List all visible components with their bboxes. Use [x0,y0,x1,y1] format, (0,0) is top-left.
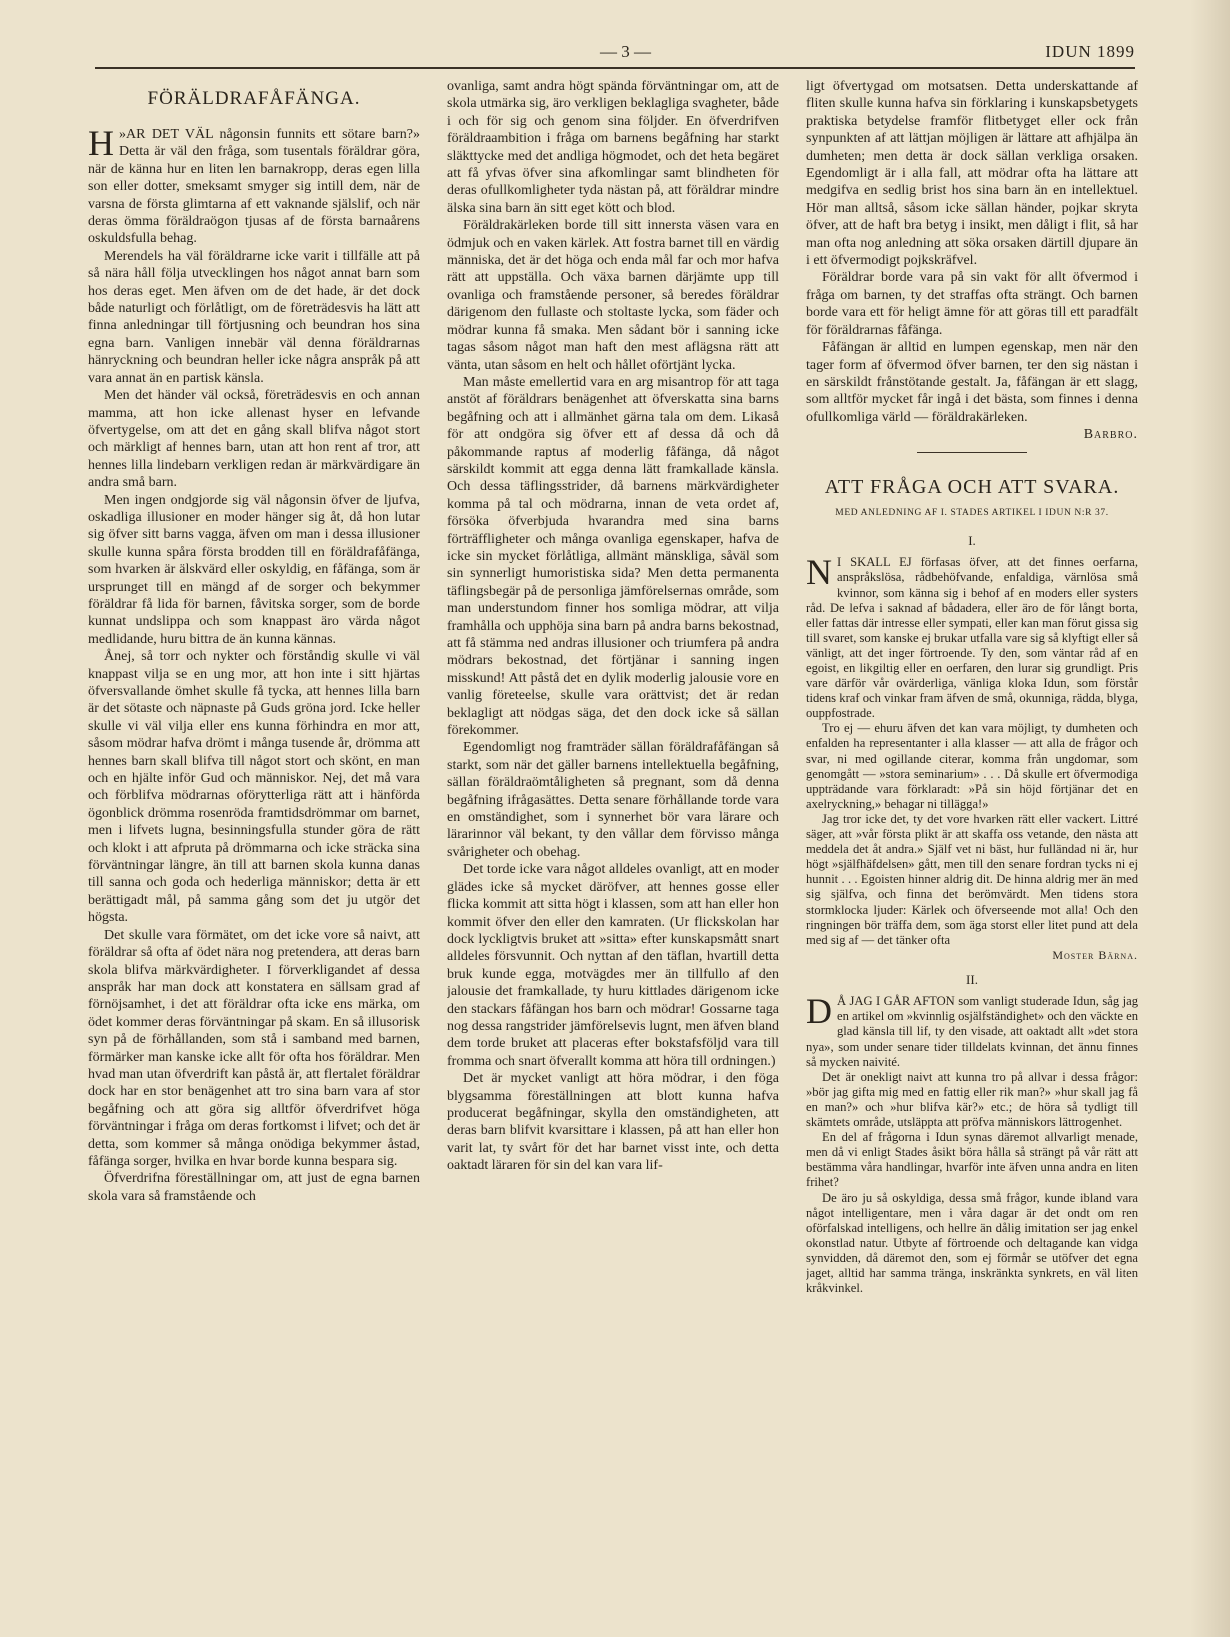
drop-cap: N [806,552,832,593]
article-paragraph: Öfverdrifna föreställningar om, att just de egna barnen skola vara så framstående och [88,1171,420,1204]
article-paragraph: Men ingen ondgjorde sig väl någonsin öfver de ljufva, oskadliga illusioner en moder hänger sig åt, då hon lutar sig öfver sitt barns vagga, äfven om man i dessa illusioner skulle kunna spåra första brodden till en föräldrafåfänga, som hvarken är älskvärd eller oskyldig, en fåfänga, som är ursprunget till en mängd af de sorger och bekymmer föräldrar få lida för barnen, fåvitska sorger, som de borde kunnat undslippa och som knappast äro värda något medlidande, huru bittra de än kunna kännas. [88,492,420,647]
article-paragraph: N I SKALL EJ förfasas öfver, att det finnes oerfarna, anspråkslösa, rådbehöfvande, enfaldiga, värnlösa små kvinnor, som känna sig i behof af en moders eller systers råd. De lefva i saknad af bådadera, eller äro de för långt borta, eller fattas där intresse eller sympati, eller kan man förut gissa sig till svaret, som kanske ej brukar utfalla vare sig så klyftigt eller så vänligt, att det inger förtroende. Ty den, som väntar råd af en egoist, en likgiltig eller en oerfaren, den lurar sig grundligt. Pris vare därför vår ovärderliga, vänliga kloka Idun, som förstår tidens kraf och vinkar fram äfven de små, okunniga, rädda, blyga, ouppfostrade. [806,552,1138,721]
article-paragraph: Föräldrakärleken borde till sitt innersta väsen vara en ödmjuk och en vaken kärlek. Att fostra barnet till en värdig människa, det är det höga och enda mål far och mor hafva rätt att uppställa. Och växa barnen därjämte upp till ovanliga och framstående personer, så beredes föräldrar därigenom den fullaste och stoltaste lycka, som fäder och mödrar kunna få smaka. Men sådant bör i sanning icke tagas såsom något man haft den mest aflägsna rätt att vänta, utan såsom en helt och hållet oförtjänt lycka. [447,218,779,373]
article-paragraph: Tro ej — ehuru äfven det kan vara möjligt, ty dumheten och enfalden ha representanter i alla klasser — att alla de frågor och svar, ni med ogillande citerar, komma från ungdomar, som genomgått — »stora seminarium» . . . Då skulle ert öfvermodiga uppträdande vara förklaradt: »På sin höjd förtjänar det en axelryckning,» behagar ni tillägga!» [806,721,1138,811]
drop-cap: H [88,123,114,163]
column-2 [447,78,779,1623]
article-subtitle: MED ANLEDNING AF I. STADES ARTIKEL I IDUN N:R 37. [835,507,1109,518]
article-paragraph: Merendels ha väl föräldrarne icke varit i tillfälle att på så nära håll följa utvecklingen hos något annat barn som hos deras eget. Men äfven om de det hade, är det dock både naturligt och förlåtligt, om de företrädesvis ha lätt att finna anledningar till förtjusning och beundran hos sina egna barn. Vanligen innebär väl denna föräldrarnas hänryckning och beundran heller icke några anspråk på att vara annat än en partisk känsla. [88,248,420,386]
article-paragraph: Man måste emellertid vara en arg misantrop för att taga anstöt af föräldrars benägenhet att öfverskatta sina barns begåfning och att i allmänhet gärna tala om dem. Likaså för att ondgöra sig öfver ett af dessa då och då påkommande raptus af moderlig fåfänga, då något särskildt kommit att egga denna lätt framkallade känsla. Och dessa täflingsstrider, då barnens märkvärdigheter komma på tal och mödrarna, innan de veta ordet af, försöka öfverbjuda hvarandra med sina barns förträffligheter och många ovanliga egenskaper, hafva de icke sin mycket förlåtliga, allmänt mänskliga, såväl som sin synnerligt humoristiska sida? Men detta permanenta täflingsbegär på de personliga jämförelsernas område, som man understundom finner hos somliga mödrar, att vilja framhålla och upphöja sina barn på andra barns bekostnad, att få stämma ned andras illusioner och triumfera på andra mödrars bekostnad, det förtjänar i sanning ingen misskund! Att påstå det en dylik moderlig jalousie vore en vanlig företeelse, skulle vara orättvist; det är redan beklagligt att nödgas säga, det den dock icke så sällan förekommer. [447,374,779,739]
article-paragraph: » H AR DET VÄL någonsin funnits ett sötare barn?» Detta är väl den fråga, som tusentals föräldrar göra, när de känna hur en liten len barnakropp, deras egen lilla son eller dotter, smeksamt smyger sig intill dem, när de varsna de första glimtarna af ett vaknande själslif, och när deras ömma föräldraögon tjusas af de första barnaårens oskuldsfulla behag. [88,123,420,247]
opening-quote: » [119,127,126,142]
article-paragraph: Fåfängan är alltid en lumpen egenskap, men när den tager form af öfvermod öfver barnen, ter den sig nästan i en särskildt frånstötande gestalt. Ja, fåfängan är ett slagg, som alltför mycket får ingå i det bästa, som finnes i denna ofullkomliga värld — föräldrakärleken. [806,340,1138,425]
article-title: FÖRÄLDRAFÅFÄNGA. [147,88,361,109]
article-paragraph: D Å JAG I GÅR AFTON som vanligt studerade Idun, såg jag en artikel om »kvinnlig osjälfständighet» och den väckte en glad känsla till lif, ty den visade, att oaktadt allt »det stora nya», som under senare tider tilldelats kvinnan, det ännu finnes så mycken naivité. [806,991,1138,1069]
article-paragraph: Jag tror icke det, ty det vore hvarken rätt eller vackert. Littré säger, att »vår första plikt är att skaffa oss vetande, den nästa att meddela det åt andra.» Själf vet ni bäst, hur fulländad ni är, hur högt »själfhäfdelsen» gått, men till den senare fordran tycks ni ej hunnit . . . Egoisten hinner aldrig dit. De hinna aldrig mer än med sig själfva, och finna det berömvärdt. Men tidens stora stormklocka ljuder: Kärlek och öfverseende mot alla! Och den ringningen bör träffa dem, som äga storst eller litet pund att dela med sig af — det tänker ofta [806,811,1138,947]
article-paragraph: ligt öfvertygad om motsatsen. Detta underskattande af fliten skulle kunna hafva sin förklaring i kunskapsbetygets praktiska betydelse framför flitbetyget eller ock från synpunkten af att lättjan möjligen är lättare att afhjälpa än dumheten; men detta är dock sällan verkliga orsaken. Egendomligt är i alla fall, att mödrar ofta ha lättare att medgifva en sedlig brist hos sina barn än en intellektuel. Hör man alltså, såsom icke sällan händer, pojkar skryta öfver, att de haft bra betyg i insikt, men dåligt i flit, så har man ofta nog anledning att söka orsaken därtill djupare än i ett öfvermodigt pojkskräfvel. [806,79,1138,269]
article-paragraph: Det är onekligt naivt att kunna tro på allvar i dessa frågor: »bör jag gifta mig med en fattig eller rik man?» »hur skall jag få en man?» och »hur blifva kär?» etc.; de höra så tydligt till skämtets område, utsläppta att pröfva människors lättrogenhet. [806,1069,1138,1130]
article-paragraph: Det torde icke vara något alldeles ovanligt, att en moder glädes icke så mycket däröfver, att hennes gosse eller flicka kommit att sitta högt i klassen, som att han eller hon kommit öfver den eller den kamraten. (Ur flickskolan har dock lyckligtvis bruket att »sitta» efter kunskapsmått snart alldeles försvunnit. Och nyttan af den täflan, hvartill detta bruk kunde egga, motvägdes mer än tillfullo af den jalousie det framkallade, ty huru kittlades därigenom icke den stackars fåfängan hos barn och mödrar! Gossarne taga nog dessa rangstrider jämförelsevis lugnt, men äfven bland dem torde bruket att placeras efter bokstafsföljd vara till fromma och snart öfverallt komma att höra till ordningen.) [447,862,779,1069]
article-paragraph: Det skulle vara förmätet, om det icke vore så naivt, att föräldrar så ofta af ödet nära nog pretendera, att deras barn skola blifva märkvärdigheter. I förverkligandet af dessa anspråk har man dock att konstatera en sällsam grad af förnöjsamhet, i det att föräldrar ofta icke ens märka, om ödet kommer deras förväntningar på skam. En så illusorisk syn på de förhållanden, som stå i samband med barnen, förmärker man kanske icke allt för ofta hos föräldrar. Men hvad man utan öfverdrift kan påstå är, att flertalet föräldrar dock har en stor benägenhet att tro sina barn vara af stor begåfning och att göra sig alltför öfverdrifvet höga förväntningar i fråga om deras fortkomst i lifvet; och det är detta, som kommer så många onödiga bekymmer åstad, fåfänga sorger, hvilka en hvar borde kunna bespara sig. [88,927,420,1169]
header-rule [95,67,1135,69]
section-divider [917,452,1027,453]
drop-cap: D [806,991,832,1032]
article-paragraph: Det är mycket vanligt att höra mödrar, i den föga blygsamma föreställningen att blott kunna hafva producerat begåfningar, skylla den omständigheten, att deras barn blifvit kvarsittare i klassen, på att han eller hon varit lat, ty svårt för det har barnet visst inte, och detta oaktadt läraren för sin del kan vara lif- [447,1071,779,1174]
journal-title: IDUN 1899 [1045,42,1135,61]
article-title: ATT FRÅGA OCH ATT SVARA. [824,475,1120,498]
letter-2 [806,971,1138,1296]
article-paragraph: Ånej, så torr och nykter och förståndig skulle vi väl knappast vilja se en ung mor, att hon inte i sitt hjärtas öfversvallande ömhet skulle få tycka, att hennes lilla barn är det sötaste och näpnaste på Guds gröna jord. Icke heller skulle vi väl vilja eller ens kunna förhindra en mor att, såsom mödrar hafva drömt i många tusende år, drömma att hennes barn skall blifva till något stort och skönt, en man och en hjälte inför Gud och människor. Nej, det må vara och förblifva mödrarnas oförytterliga rätt att i hänförda ögonblick drömma rosenröda framtidsdrömmar om barnet, men i lifvets lugna, besinningsfulla stunder göra de rätt och klokt i att afpruta på drömmarna och icke sträcka sina förväntningar längre, än till att barnen skola kunna danas till sanna och goda och hederliga människor; detta är ett berättigadt mål, på samma gång som det ju utgör det högsta. [88,649,420,926]
article-paragraph: Föräldrar borde vara på sin vakt för allt öfvermod i fråga om barnen, ty det straffas ofta strängt. Och barnen borde vara ett för heligt ämne för att göras till ett paradfält för föräldrarnas fåfänga. [806,270,1138,338]
article-paragraph: En del af frågorna i Idun synas däremot allvarligt menade, men då vi enligt Stades åsikt böra hålla så strängt på vår rätt att bestämma våra handlingar, hvarför inte äfven unna andra en liten frihet? [806,1130,1138,1190]
page-edge-shadow [1190,0,1230,1637]
article-paragraph: ovanliga, samt andra högt spända förväntningar om, att de skola utmärka sig, äro verkligen beklagliga svagheter, både i och för sig och genom sina följder. En öfverdrifven föräldraambition i fråga om barnens begåfning har starkt släkttycke med det andliga högmodet, och det heta begäret att få yfvas öfver sina afkomlingar samt blindheten för deras ofullkomligheter tyda nästan på, att föräldrar mindre älska sina barn än sitt eget kött och blod. [447,79,779,216]
page-number: — 3 — [600,42,651,61]
author-signature: Barbro. [1083,427,1138,443]
running-header [95,42,1135,66]
author-signature: Moster Bärna. [1052,947,1138,962]
article-paragraph: Men det händer väl också, företrädesvis en och annan mamma, att hon icke allenast hyser en lefvande öfvertygelse, om att det en gång skall blifva något stort och märkligt af hennes barn, utan att hon rent af tror, att hennes lilla lindebarn verkligen redan är märkvärdigare än andra små barn. [88,388,420,491]
article-paragraph: Egendomligt nog framträder sällan föräldrafåfängan så starkt, som när det gäller barnens intellektuella begåfning, sällan föräldraömtåligheten så pregnant, som då denna begåfning ifrågasättes. Detta senare förhållande torde vara en omständighet, som i synnerhet bör vara lärare och lärarinnor väl bekant, ty den vållar dem förvisso många svårigheter och obehag. [447,740,779,860]
section-numeral: II. [966,971,978,987]
section-numeral: I. [968,532,976,548]
article-paragraph: De äro ju så oskyldiga, dessa små frågor, kunde ibland vara något intelligentare, men i våra dagar är det ondt om ren oförfalskad intelligens, och hellre än dålig imitation ser jag enkel okonstlad natur. Utbyte af förtroende och deltagande kan vidga synvidden, då däremot den, som ej förmår se utöfver det egna jaget, alltid har samma tränga, inskränkta synkrets, en väl liten kråkvinkel. [806,1190,1138,1296]
letter-1 [806,532,1138,963]
column-1 [88,78,420,1623]
column-3 [806,78,1138,1623]
